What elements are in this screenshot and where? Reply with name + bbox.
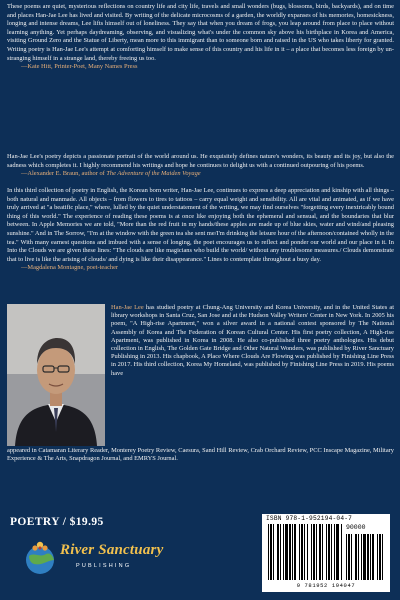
author-photo [7,304,105,446]
barcode-bar [367,534,369,580]
barcode-bar [363,534,366,580]
barcode-bar [307,524,308,580]
bio-text: has studied poetry at Chung-Ang University and Korea University, and in the United States at library workshops in Santa Cruz, San Jose and at the Hudson Valley Writers' Center in New York. In 2005 his poem, "A High-rise Apartment," won a silver award in a national contest sponsored by The National Assembly of Korea and The Federation of Korean Cultural Center. His first poetry collection, A High-rise Apartment, was published in Korea in 2008. He also co-published three poetry anthologies. His debut collection in English, The Golden Gate Bridge and Other Natural Wonders, was published by River Sanctuary Publishing in 2013. His chapbook, A Place Where Clouds Are Flowing was published by Finishing Line Press in 2017. His third collection, Korea My Homeland, was published by Finishing Line Press in 2019. His poems have [111,304,394,377]
blurb-text: These poems are quiet, mysterious reflections on country life and city life, travels and small wonders (bugs, blossoms, birds, backyards), and on time and places Han-Jae Lee has lived and visited. By writing of the delicate microcosms of a garden, the worldly expanses of his memories, homesickness, longing and intense dreams, Lee lifts himself out of loneliness. They say that when you dream of frogs, you leap around from place to place without learning anything. Yet perhaps daydreaming, observing, and visualizing what's under the common sky above his birthplace in Korea and America, visiting Ground Zero and the Statue of Liberty, mean more to this immigrant than to someone born and raised in the US who takes liberty for granted. Writing poetry is Han-Jae Lee's attempt at comforting himself to make sense of this country and his life in it – a place that becomes less foreign by un-stranging himself in a strange land, thereby freeing us too. [7,3,394,62]
barcode-digits: 9 781952 194047 [296,582,356,589]
blurb-alexander-braun [7,153,394,179]
barcode-bar [326,524,327,580]
barcode-bar [283,524,284,580]
barcode-bar [361,534,362,580]
barcode-bar [328,524,330,580]
barcode-bar [304,524,305,580]
barcode-bar [292,524,293,580]
barcode-bar [358,534,359,580]
barcode-bar [289,524,291,580]
blurb-attribution [7,170,394,179]
blurb-attribution: —Magdalena Montagne, poet-teacher [21,264,119,272]
globe-flower-logo-icon [20,536,60,582]
barcode-bar [372,534,374,580]
barcode-bar [341,524,342,580]
barcode-bar [313,524,315,580]
barcode-bar [377,534,378,580]
blurb-attribution: —Kate Hitt, Printer-Poet, Many Names Press [21,63,138,71]
category-price: POETRY / $19.95 [10,516,104,528]
blurb-magdalena-montagne [7,187,394,273]
barcode-bar [319,524,321,580]
publisher-name: River Sanctuary [60,542,164,558]
blurb-kate-hitt [7,3,394,72]
barcode-bar [280,524,281,580]
barcode-bar [322,524,323,580]
barcode-bars [262,514,390,592]
barcode-bar [273,524,274,580]
barcode-bar [331,524,332,580]
barcode-bar [299,524,300,580]
barcode-bar [382,534,383,580]
barcode-bar [355,534,357,580]
barcode-bar [379,534,381,580]
author-bio-continued: appeared in Catamaran Literary Reader, Monterey Poetry Review, Caesura, Sand Hill Review, Crab Orchard Review, PCC Inscape Magazine, Military Experience & The Arts, Snapdragon Journal, and EMRYS Journal. [7,447,394,463]
barcode-bar [346,534,347,580]
publisher-subtitle: PUBLISHING [76,563,132,569]
isbn-label: ISBN 978-1-952194-04-7 [266,515,353,522]
barcode-bar [301,524,303,580]
blurb-text: Han-Jae Lee's poetry depicts a passionate portrait of the world around us. He exquisitely defines nature's wonders, its beauty and its joy, but also the sadness which completes it. I highly recommend his writings and hope he continues to delight us with a continued outpouring of his poems. [7,153,394,169]
barcode-bar [311,524,312,580]
author-name: Han-Jae Lee [111,304,144,311]
barcode-bar [294,524,296,580]
isbn-barcode [262,514,390,592]
attribution-prefix: —Alexander E. Braun, author of [21,170,107,178]
barcode-bar [270,524,272,580]
barcode-bar [316,524,317,580]
attribution-book-title: The Adventure of the Maiden Voyage [106,170,201,178]
price-code: 90000 [346,524,366,531]
publisher-logo [20,536,180,584]
blurb-text: In this third collection of poetry in English, the Korean born writer, Han-Jae Lee, continues to express a deep appreciation and kinship with all things – both natural and manmade. All objects – from flowers to tires to tattoos – carry equal weight and sensibility. All are vital and animated, as if we have truly arrived at "a beatific place," where, lulled by the quiet understatement of the writing, we may find ourselves "forgetting every inextricably bound thing of this world." The experience of reading these poems is at once like enjoying both the ephemeral and sensual, and the boundaries that blur between. In Apple Memories we are told, "More than the red fruit in my hands/these apples are made up of blue skies, water and wind/and pleasing sunshine." And in The Sorrow, "I'm at the window with the green tea she sent me/I'm drinking the leisure hour of the afternoon/contained wholly in the tea." With many earnest questions and imbued with a sense of longing, the poet encourages us to reflect and ponder our world and our place in it. In Into the Clouds we are given these lines: "The clouds are like magicians who build the world/ without any troublesome measures./ Clouds demonstrate that to live is like the arising of clouds/ and dying is like their disappearance." Lines to contemplate throughout a busy day. [7,187,394,263]
barcode-bar [334,524,335,580]
barcode-bar [277,524,279,580]
author-bio [111,304,394,378]
barcode-bar [370,534,371,580]
barcode-bar [285,524,288,580]
barcode-bar [348,534,350,580]
barcode-bar [336,524,339,580]
barcode-bar [268,524,269,580]
barcode-bar [351,534,352,580]
